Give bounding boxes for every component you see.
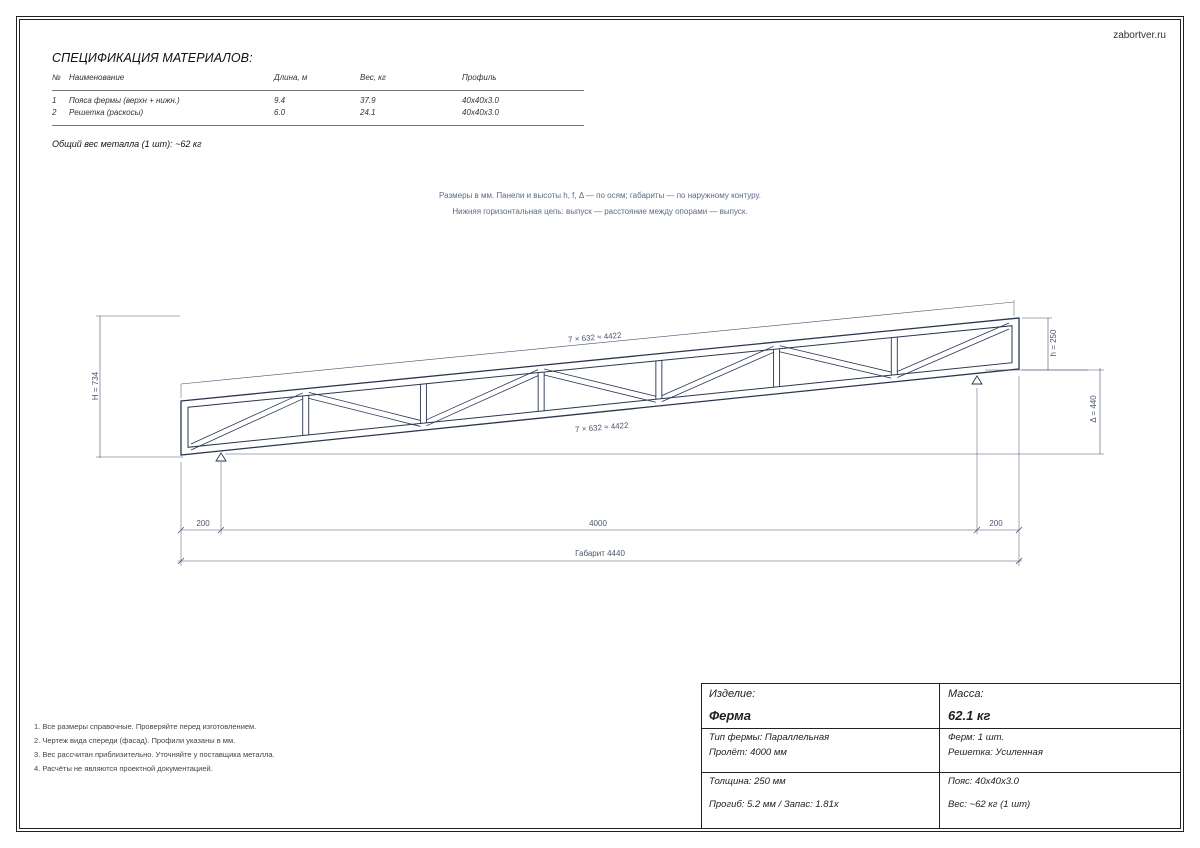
spec-cell: 24.1 xyxy=(360,108,376,117)
dim-H: H = 734 xyxy=(91,371,100,401)
spec-cell: 1 xyxy=(52,96,57,105)
mass-label: Масса: xyxy=(948,688,984,700)
dim-bottom-panels: 7 × 632 ≈ 4422 xyxy=(574,420,629,435)
truss-diagonal xyxy=(662,352,774,401)
note-dimensions: Размеры в мм. Панели и высоты h, f, Δ — по осям; габариты — по наружному контуру. xyxy=(439,191,761,200)
truss-diagonal xyxy=(191,399,303,450)
spec-col-profile: Профиль xyxy=(462,73,497,82)
truss-diagonal xyxy=(191,393,303,444)
dim-top-panels: 7 × 632 ≈ 4422 xyxy=(567,330,622,345)
spec-col-length: Длина, м xyxy=(274,73,308,82)
truss-diagonal xyxy=(309,392,421,420)
note-item: 3. Вес рассчитан приблизительно. Уточняйте у поставщика металла. xyxy=(34,750,275,759)
truss-diagonal xyxy=(426,370,538,420)
support-right-icon xyxy=(972,376,982,384)
dim-right: 200 xyxy=(989,519,1003,528)
mass-value: 62.1 кг xyxy=(948,708,991,723)
support-left-icon xyxy=(216,453,226,461)
truss-type: Тип фермы: Параллельная xyxy=(709,732,830,743)
note-item: 4. Расчёты не являются проектной документацией. xyxy=(34,764,213,773)
truss-diagonal xyxy=(662,346,774,395)
dim-delta: Δ = 440 xyxy=(1089,395,1098,423)
note-item: 2. Чертеж вида спереди (фасад). Профили указаны в мм. xyxy=(34,736,236,745)
note-bottom-chain: Нижняя горизонтальная цепь: выпуск — расстояние между опорами — выпуск. xyxy=(452,207,748,216)
truss-diagonal xyxy=(780,352,892,378)
chord-profile: Пояс: 40x40x3.0 xyxy=(948,776,1019,787)
lattice-type: Решетка: Усиленная xyxy=(948,747,1043,758)
site-label: zabortver.ru xyxy=(1113,30,1166,41)
spec-title: СПЕЦИФИКАЦИЯ МАТЕРИАЛОВ: xyxy=(52,51,253,65)
spec-cell: 37.9 xyxy=(360,96,376,105)
spec-total: Общий вес металла (1 шт): ~62 кг xyxy=(52,139,202,149)
truss-diagonal xyxy=(544,375,656,402)
note-item: 1. Все размеры справочные. Проверяйте перед изготовлением. xyxy=(34,722,257,731)
truss-diagonal xyxy=(544,369,656,396)
weight-value: Вес: ~62 кг (1 шт) xyxy=(948,799,1031,810)
dim-span: 4000 xyxy=(589,519,607,528)
truss-diagonal xyxy=(897,323,1009,372)
deflection-value: Прогиб: 5.2 мм / Запас: 1.81x xyxy=(709,799,839,810)
dim-left: 200 xyxy=(196,519,210,528)
span-value: Пролёт: 4000 мм xyxy=(709,747,787,758)
truss-count: Ферм: 1 шт. xyxy=(948,732,1005,743)
thickness-value: Толщина: 250 мм xyxy=(709,776,786,787)
dim-h: h = 250 xyxy=(1049,329,1058,357)
spec-cell: 9.4 xyxy=(274,96,286,105)
spec-col-weight: Вес, кг xyxy=(360,73,386,82)
spec-cell: 40x40x3.0 xyxy=(462,96,499,105)
spec-cell: 40x40x3.0 xyxy=(462,108,499,117)
spec-cell: Решетка (раскосы) xyxy=(69,108,144,117)
truss-diagonal xyxy=(780,346,892,372)
truss-diagonal xyxy=(309,398,421,426)
spec-cell: 6.0 xyxy=(274,108,286,117)
product-value: Ферма xyxy=(709,708,751,723)
spec-cell: 2 xyxy=(52,108,57,117)
spec-col-no: № xyxy=(52,73,61,82)
general-notes xyxy=(34,720,275,776)
truss-diagonal xyxy=(426,376,538,426)
spec-col-name: Наименование xyxy=(69,73,125,82)
tb-divider xyxy=(702,728,1180,729)
dim-overall: Габарит 4440 xyxy=(575,549,625,558)
product-label: Изделие: xyxy=(709,688,756,700)
title-block xyxy=(701,683,1181,829)
tb-divider xyxy=(939,684,940,828)
tb-divider xyxy=(702,772,1180,773)
spec-cell: Пояса фермы (верхн + нижн.) xyxy=(69,96,180,105)
